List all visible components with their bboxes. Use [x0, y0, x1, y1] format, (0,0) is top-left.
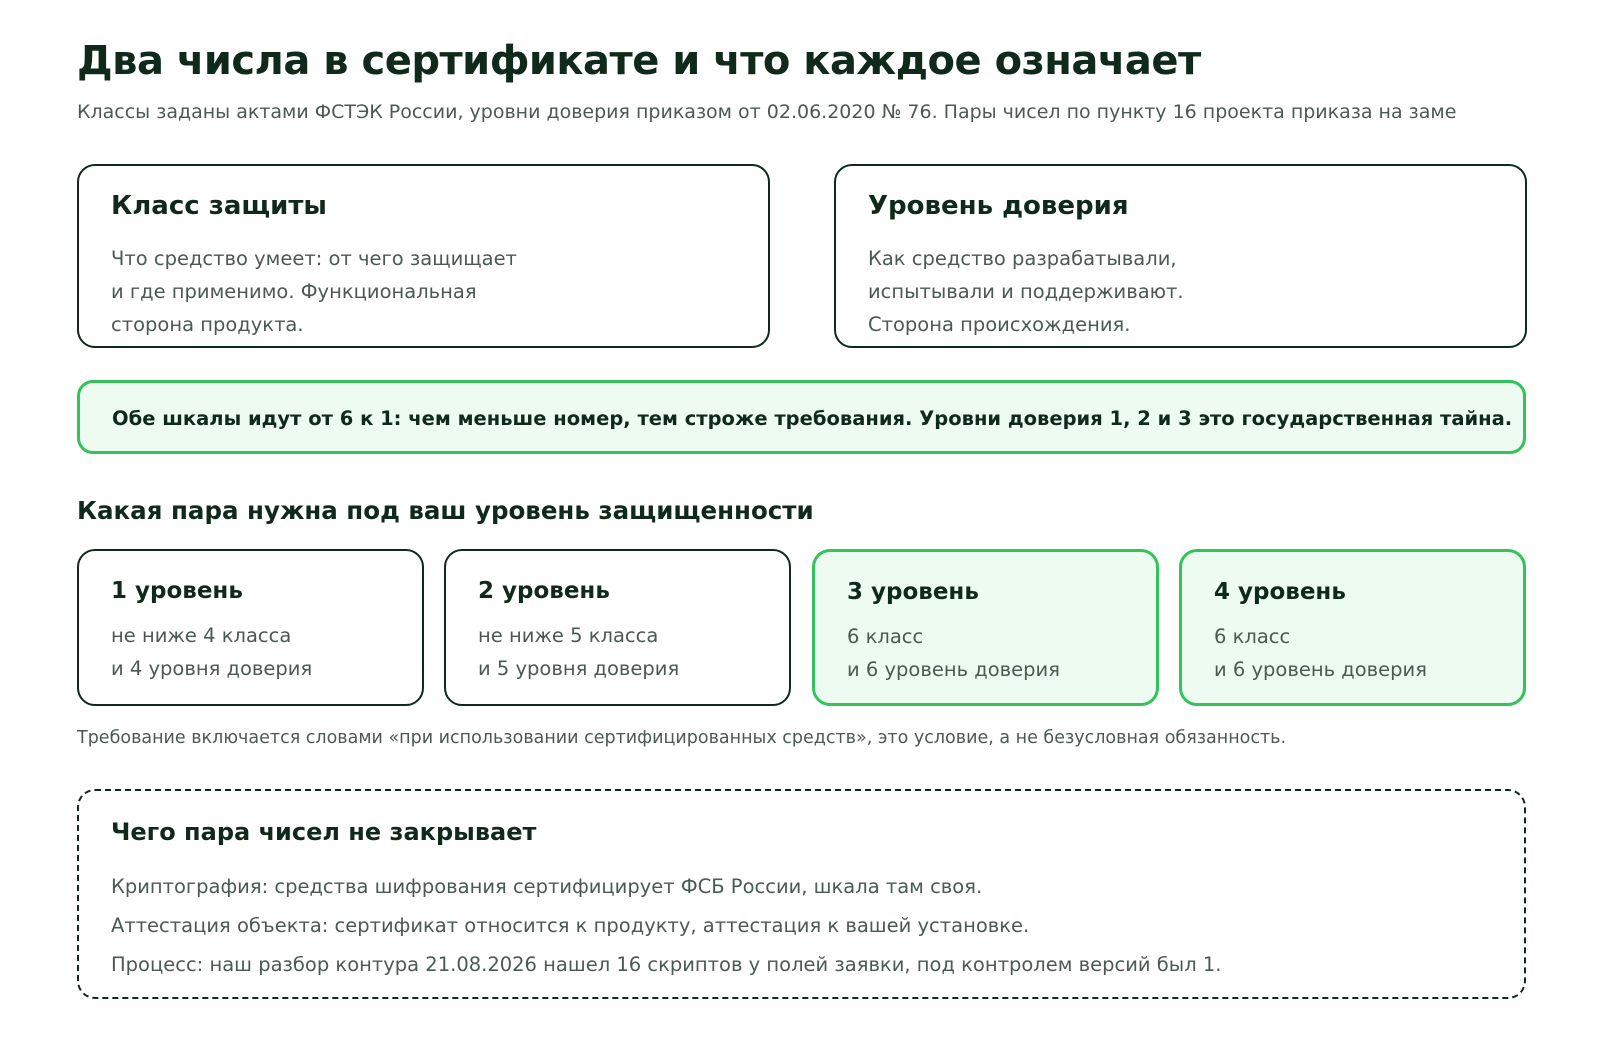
not-covered-list — [111, 867, 1221, 984]
card-line: Сторона происхождения. — [868, 313, 1131, 336]
level-card-4 — [1179, 549, 1526, 706]
level-line: и 4 уровня доверия — [111, 657, 313, 680]
not-covered-box — [77, 789, 1526, 999]
not-covered-item: Криптография: средства шифрования сертифицирует ФСБ России, шкала там своя. — [111, 875, 983, 898]
callout-text: Обе шкалы идут от 6 к 1: чем меньше номер, тем строже требования. Уровни доверия 1, 2 и 3 это государственная тайна. — [112, 407, 1513, 430]
level-requirements — [111, 619, 312, 685]
card-line: сторона продукта. — [111, 313, 304, 336]
card-title: Класс защиты — [111, 191, 327, 221]
level-card-3 — [812, 549, 1159, 706]
requirement-note: Требование включается словами «при использовании сертифицированных средств», это условие, а не безусловная обязанность. — [77, 728, 1287, 748]
level-card-1 — [77, 549, 424, 706]
level-line: 6 класс — [847, 625, 924, 648]
not-covered-title: Чего пара чисел не закрывает — [111, 818, 537, 846]
level-requirements — [478, 619, 679, 685]
protection-class-card — [77, 164, 770, 348]
not-covered-item: Процесс: наш разбор контура 21.08.2026 нашел 16 скриптов у полей заявки, под контролем версий был 1. — [111, 953, 1222, 976]
level-line: не ниже 4 класса — [111, 624, 292, 647]
card-title: Уровень доверия — [868, 191, 1129, 221]
level-line: и 6 уровень доверия — [1214, 658, 1427, 681]
levels-section-title: Какая пара нужна под ваш уровень защищенности — [77, 496, 814, 525]
card-description — [111, 242, 517, 341]
level-title: 1 уровень — [111, 578, 243, 604]
level-title: 2 уровень — [478, 578, 610, 604]
level-title: 3 уровень — [847, 579, 979, 605]
not-covered-item: Аттестация объекта: сертификат относится к продукту, аттестация к вашей установке. — [111, 914, 1030, 937]
card-line: Как средство разрабатывали, — [868, 247, 1177, 270]
card-description — [868, 242, 1184, 341]
level-line: и 6 уровень доверия — [847, 658, 1060, 681]
card-line: испытывали и поддерживают. — [868, 280, 1184, 303]
level-line: и 5 уровня доверия — [478, 657, 680, 680]
level-requirements — [847, 620, 1060, 686]
card-line: Что средство умеет: от чего защищает — [111, 247, 517, 270]
card-line: и где применимо. Функциональная — [111, 280, 477, 303]
level-card-2 — [444, 549, 791, 706]
level-requirements — [1214, 620, 1427, 686]
level-line: не ниже 5 класса — [478, 624, 659, 647]
trust-level-card — [834, 164, 1527, 348]
level-line: 6 класс — [1214, 625, 1291, 648]
level-title: 4 уровень — [1214, 579, 1346, 605]
scale-callout — [77, 380, 1526, 454]
page-title: Два числа в сертификате и что каждое означает — [77, 38, 1201, 84]
page-subtitle: Классы заданы актами ФСТЭК России, уровни доверия приказом от 02.06.2020 № 76. Пары чисел по пункту 16 проекта приказа на заме — [77, 101, 1457, 123]
